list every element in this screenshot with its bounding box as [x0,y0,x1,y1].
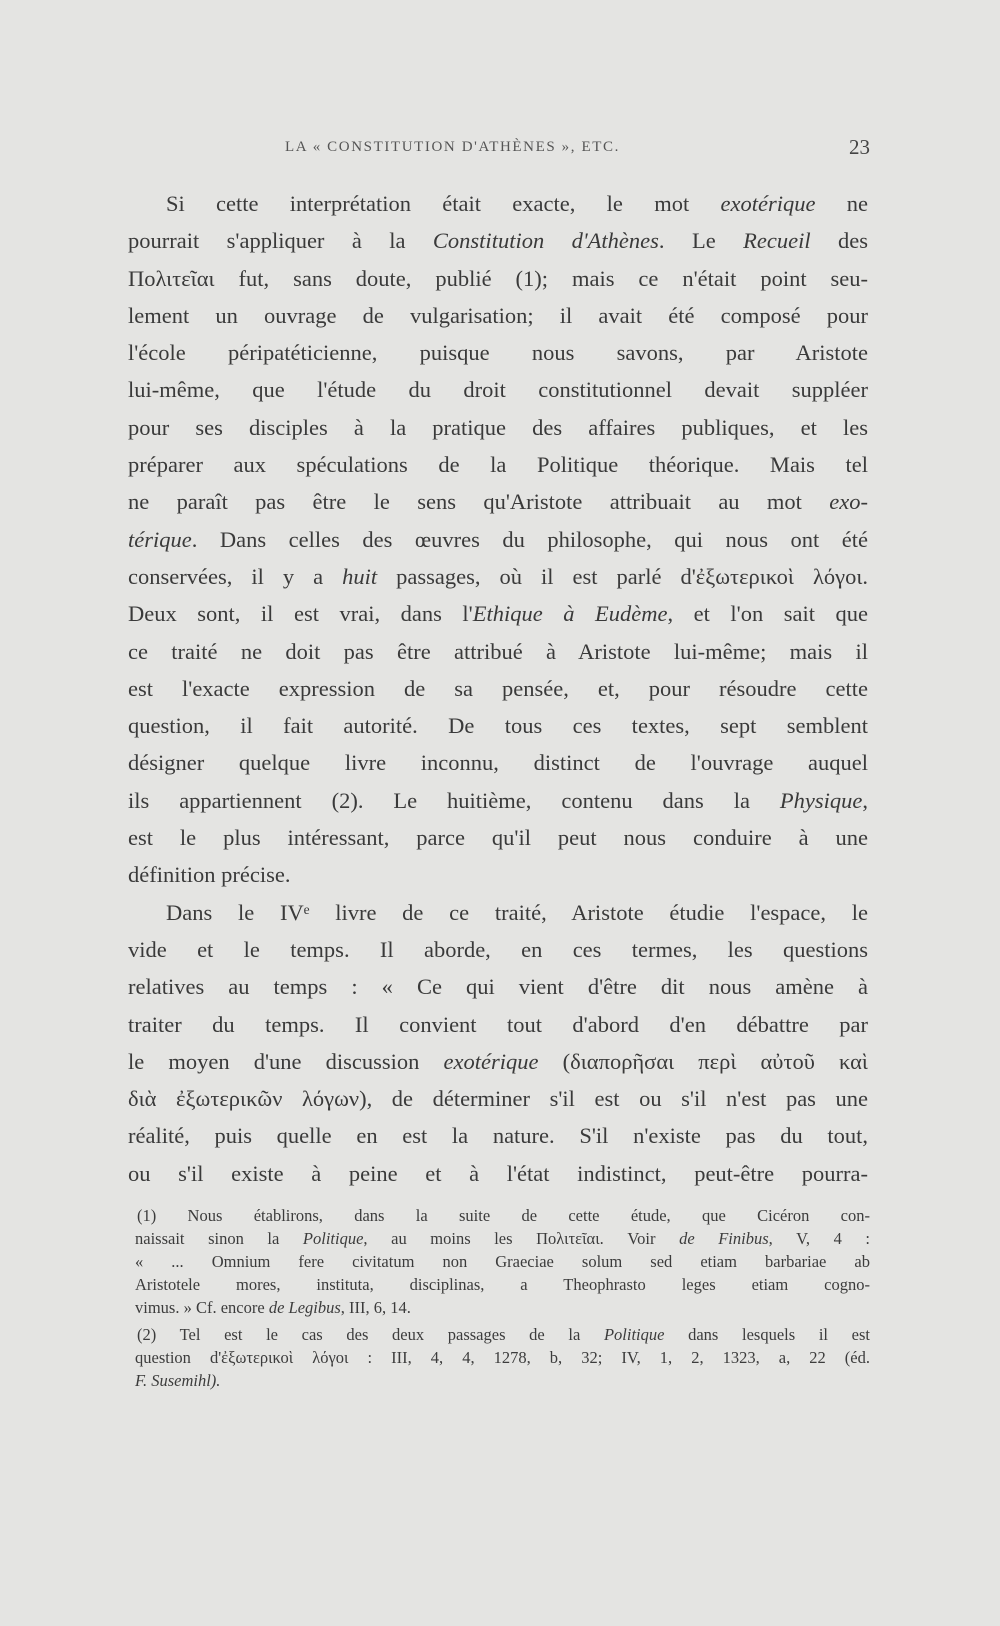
running-title: LA « CONSTITUTION D'ATHÈNES », ETC. [285,139,620,155]
footnote-line: Aristotele mores, instituta, disciplinas, a Theophrasto leges etiam cogno- [135,1275,870,1294]
text-line: lui-même, que l'étude du droit constitutionnel devait suppléer [128,377,868,403]
text-line: ne paraît pas être le sens qu'Aristote attribuait au mot exo- [128,489,868,515]
text-line: conservées, il y a huit passages, où il est parlé d'ἐξωτερικοὶ λόγοι. [128,563,868,589]
text-line: est le plus intéressant, parce qu'il peut nous conduire à une [128,825,868,851]
text-line: relatives au temps : « Ce qui vient d'être dit nous amène à [128,974,868,1000]
body-text [128,185,868,1192]
text-line: réalité, puis quelle en est la nature. S'il n'existe pas du tout, [128,1123,868,1149]
footnote-line: vimus. » Cf. encore de Legibus, III, 6, 14. [135,1298,411,1317]
text-line: traiter du temps. Il convient tout d'abord d'en débattre par [128,1011,868,1037]
text-line: Πολιτεῖαι fut, sans doute, publié (1); mais ce n'était point seu- [128,265,868,291]
text-line: désigner quelque livre inconnu, distinct de l'ouvrage auquel [128,750,868,776]
text-line: ils appartiennent (2). Le huitième, contenu dans la Physique, [128,787,868,813]
text-line: préparer aux spéculations de la Politique théorique. Mais tel [128,452,868,478]
text-line: est l'exacte expression de sa pensée, et, pour résoudre cette [128,675,868,701]
text-line: ce traité ne doit pas être attribué à Aristote lui-même; mais il [128,638,868,664]
text-line: térique. Dans celles des œuvres du philosophe, qui nous ont été [128,526,868,552]
footnote-line: (2) Tel est le cas des deux passages de la Politique dans lesquels il est [137,1325,870,1344]
text-line: διὰ ἐξωτερικῶν λόγων), de déterminer s'il est ou s'il n'est pas une [128,1086,868,1112]
text-line: définition précise. [128,862,291,888]
text-line: Deux sont, il est vrai, dans l'Ethique à Eudème, et l'on sait que [128,601,868,627]
text-line: Si cette interprétation était exacte, le mot exotérique ne [166,191,868,216]
footnote-line: question d'ἐξωτερικοὶ λόγοι : III, 4, 4, 1278, b, 32; IV, 1, 2, 1323, a, 22 (éd. [135,1348,870,1367]
text-line: lement un ouvrage de vulgarisation; il avait été composé pour [128,302,868,328]
text-line: pourrait s'appliquer à la Constitution d'Athènes. Le Recueil des [128,228,868,254]
footnote-line: « ... Omnium fere civitatum non Graeciae solum sed etiam barbariae ab [135,1252,870,1271]
footnote-line: F. Susemihl). [135,1371,221,1390]
text-line: question, il fait autorité. De tous ces textes, sept semblent [128,713,868,739]
page-header [130,135,870,165]
text-line: pour ses disciples à la pratique des affaires publiques, et les [128,414,868,440]
page-number: 23 [849,135,870,159]
text-line: ou s'il existe à peine et à l'état indistinct, peut-être pourra- [128,1160,868,1186]
footnotes [135,1204,870,1392]
footnote-line: naissait sinon la Politique, au moins les Πολιτεῖαι. Voir de Finibus, V, 4 : [135,1229,870,1248]
text-line: l'école péripatéticienne, puisque nous savons, par Aristote [128,340,868,366]
text-line: le moyen d'une discussion exotérique (διαπορῆσαι περὶ αὐτοῦ καὶ [128,1048,868,1074]
footnote-line: (1) Nous établirons, dans la suite de cette étude, que Cicéron con- [137,1206,870,1225]
text-line: Dans le IVᵉ livre de ce traité, Aristote étudie l'espace, le [166,899,868,925]
text-line: vide et le temps. Il aborde, en ces termes, les questions [128,936,868,962]
